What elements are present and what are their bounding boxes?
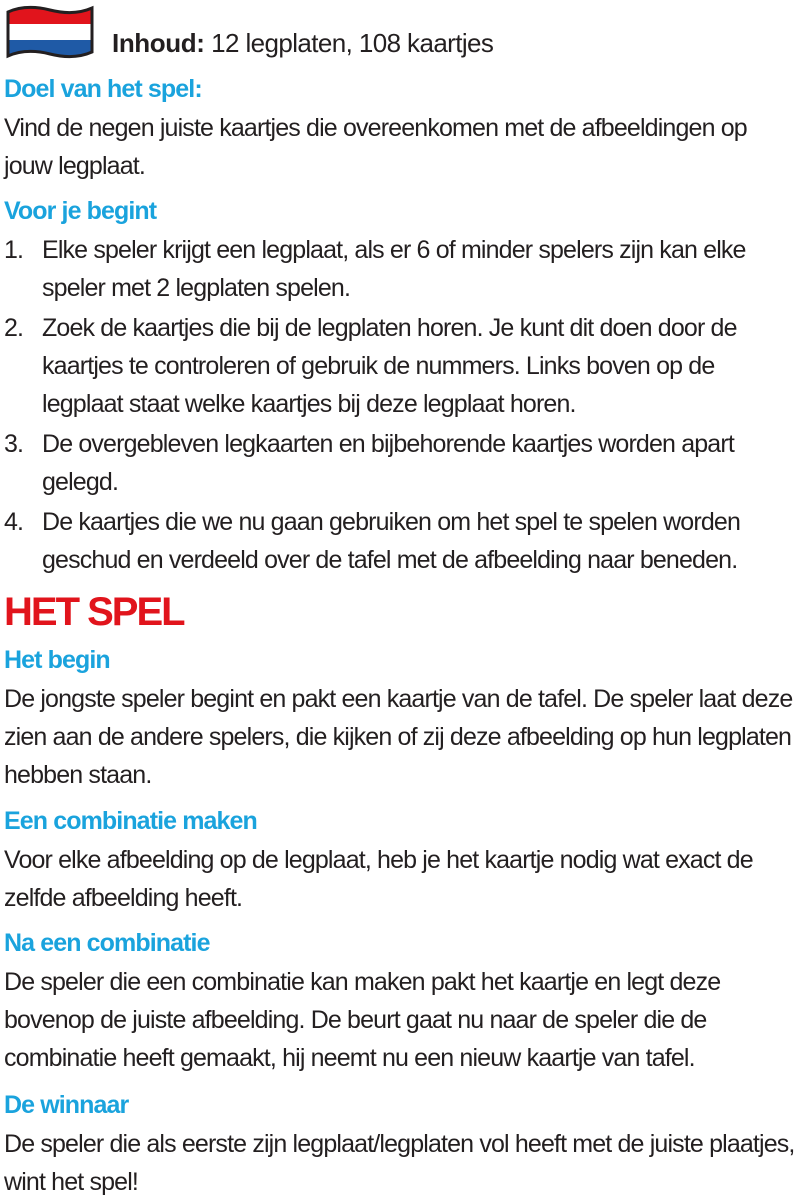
list-number: 4.: [4, 508, 24, 536]
after-combination-text: [4, 963, 720, 1077]
list-line: De overgebleven legkaarten en bijbehorende kaartjes worden apart: [42, 430, 734, 458]
winner-text: [4, 1125, 795, 1201]
list-line: Elke speler krijgt een legplaat, als er 6 of minder spelers zijn kan elke: [42, 236, 746, 264]
contents-label: Inhoud:: [112, 28, 205, 58]
winner-line: wint het spel!: [4, 1168, 139, 1196]
after-combination-line: De speler die een combinatie kan maken pakt het kaartje en legt deze: [4, 968, 721, 996]
list-line: geschud en verdeeld over de tafel met de afbeelding naar beneden.: [42, 546, 738, 574]
list-line: De kaartjes die we nu gaan gebruiken om het spel te spelen worden: [42, 508, 740, 536]
goal-text: [4, 109, 747, 185]
list-number: 1.: [4, 236, 24, 264]
before-start-heading: Voor je begint: [4, 197, 157, 225]
list-number: 2.: [4, 314, 24, 342]
contents-value: 12 legplaten, 108 kaartjes: [204, 28, 494, 58]
combination-line: Voor elke afbeelding op de legplaat, heb je het kaartje nodig wat exact de: [4, 846, 753, 874]
list-line: legplaat staat welke kaartjes bij deze legplaat horen.: [42, 390, 576, 418]
combination-heading: Een combinatie maken: [4, 807, 257, 835]
combination-text: [4, 841, 753, 917]
start-heading: Het begin: [4, 646, 110, 674]
after-combination-line: bovenop de juiste afbeelding. De beurt gaat nu naar de speler die de: [4, 1006, 707, 1034]
list-line: kaartjes te controleren of gebruik de nummers. Links boven op de: [42, 352, 715, 380]
start-line: hebben staan.: [4, 761, 152, 789]
list-text: [42, 309, 737, 423]
winner-line: De speler die als eerste zijn legplaat/legplaten vol heeft met de juiste plaatjes,: [4, 1130, 795, 1158]
start-line: De jongste speler begint en pakt een kaartje van de tafel. De speler laat deze: [4, 685, 793, 713]
header: [4, 2, 804, 64]
game-heading: HET SPEL: [4, 590, 184, 634]
goal-heading: Doel van het spel:: [4, 75, 202, 103]
list-text: [42, 425, 734, 501]
list-line: gelegd.: [42, 468, 119, 496]
winner-heading: De winnaar: [4, 1091, 129, 1119]
contents-line: [112, 28, 493, 59]
netherlands-flag-icon: [4, 2, 96, 62]
list-line: speler met 2 legplaten spelen.: [42, 274, 351, 302]
goal-line: Vind de negen juiste kaartjes die overeenkomen met de afbeeldingen op: [4, 114, 747, 142]
after-combination-line: combinatie heeft gemaakt, hij neemt nu een nieuw kaartje van tafel.: [4, 1044, 695, 1072]
after-combination-heading: Na een combinatie: [4, 929, 210, 957]
list-text: [42, 231, 746, 307]
list-number: 3.: [4, 430, 24, 458]
list-text: [42, 503, 740, 579]
start-line: zien aan de andere spelers, die kijken of zij deze afbeelding op hun legplaten: [4, 723, 792, 751]
combination-line: zelfde afbeelding heeft.: [4, 884, 243, 912]
list-line: Zoek de kaartjes die bij de legplaten horen. Je kunt dit doen door de: [42, 314, 737, 342]
goal-line: jouw legplaat.: [4, 152, 145, 180]
start-text: [4, 680, 792, 794]
